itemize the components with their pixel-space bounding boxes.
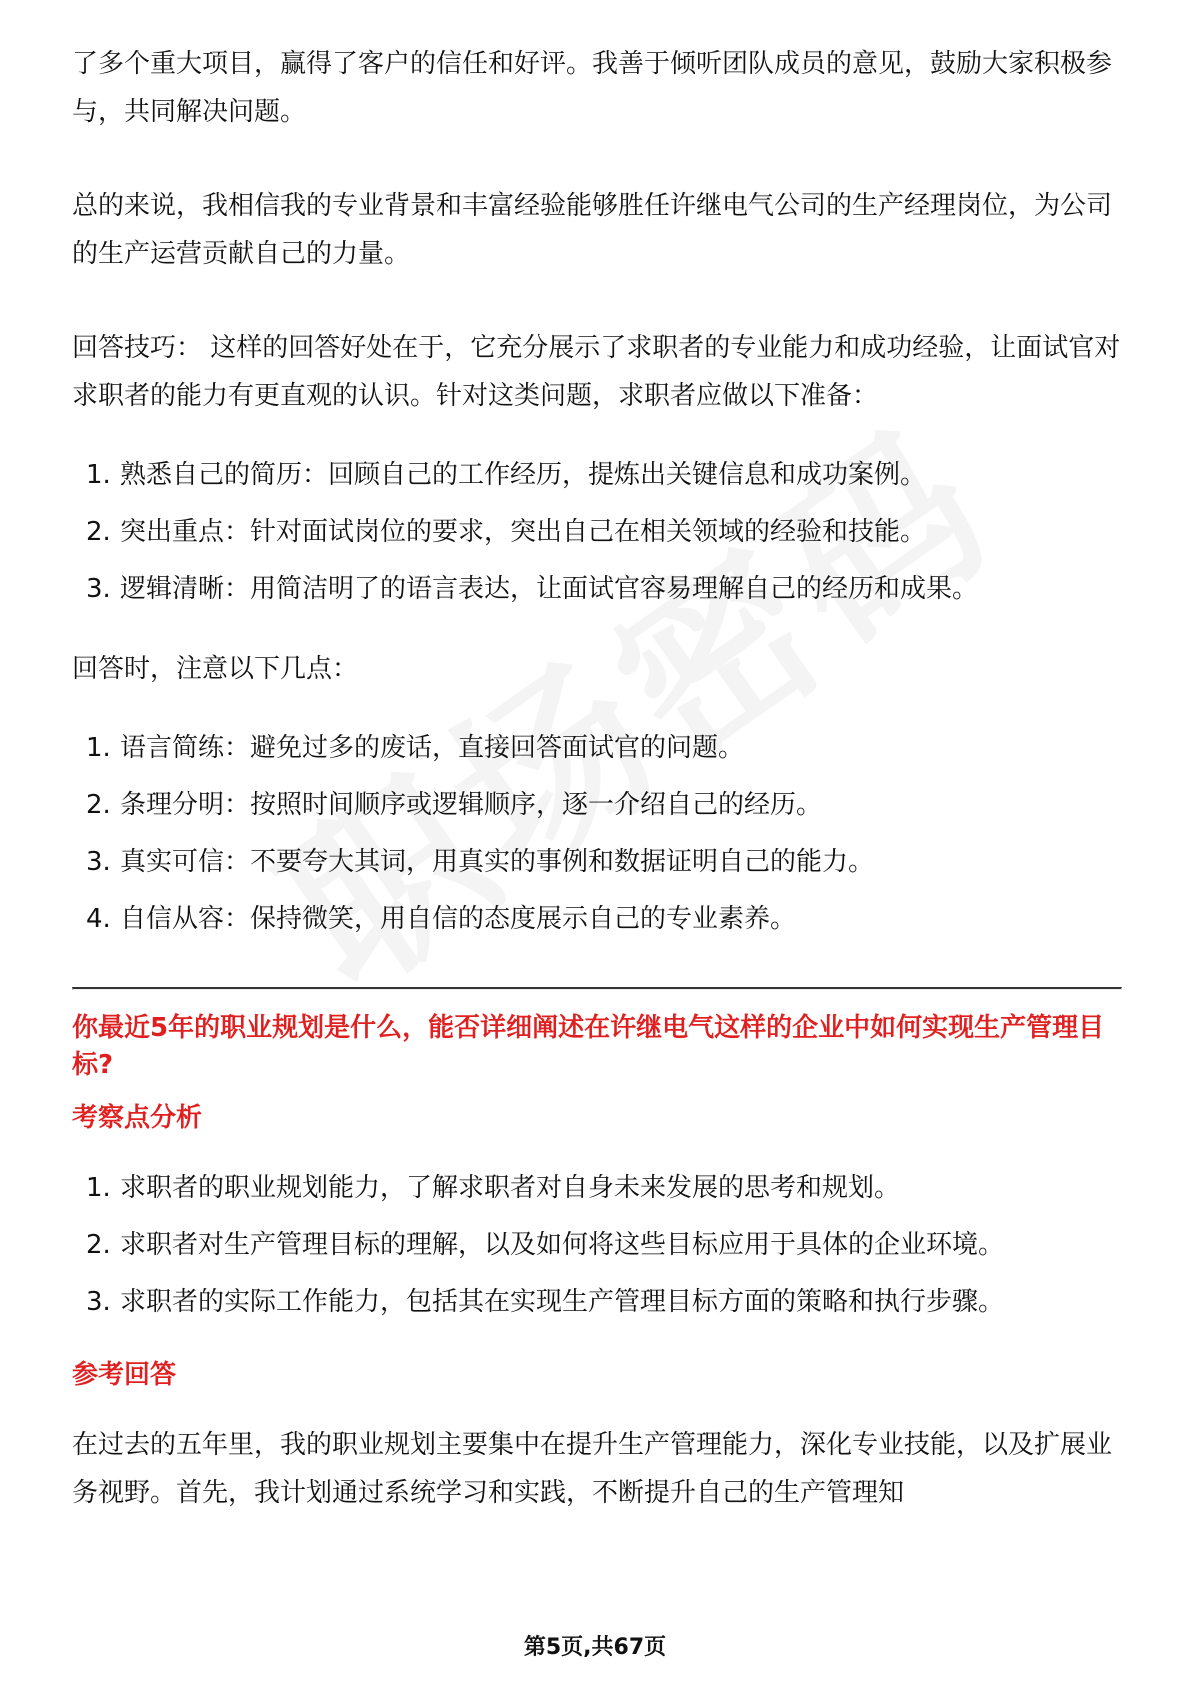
list-item [72, 720, 1122, 777]
notes-intro: 回答时，注意以下几点： [72, 654, 359, 684]
page-number: 第5页,共67页 [523, 1635, 667, 1660]
list-item [72, 891, 1122, 948]
list-text: 求职者的实际工作能力，包括其在实现生产管理目标方面的策略和执行步骤。 [120, 1287, 1005, 1317]
list-number: 1. [86, 733, 111, 763]
list-item [72, 777, 1122, 834]
list-number: 1. [86, 1173, 111, 1203]
intro-paragraph: 总的来说，我相信我的专业背景和丰富经验能够胜任许继电气公司的生产经理岗位，为公司的生产运营贡献自己的力量。 [72, 191, 1113, 269]
list-text: 自信从容：保持微笑，用自信的态度展示自己的专业素养。 [120, 904, 797, 934]
list-number: 2. [86, 517, 111, 547]
list-number: 2. [86, 790, 111, 820]
list-item [72, 1274, 1122, 1331]
list-text: 逻辑清晰：用简洁明了的语言表达，让面试官容易理解自己的经历和成果。 [120, 574, 979, 604]
list-number: 1. [86, 460, 111, 490]
list-number: 3. [86, 847, 111, 877]
analysis-list [72, 1160, 1122, 1331]
list-text: 熟悉自己的简历：回顾自己的工作经历，提炼出关键信息和成功案例。 [120, 460, 927, 490]
analysis-title: 考察点分析 [72, 1103, 203, 1133]
list-item [72, 1160, 1122, 1217]
list-item [72, 834, 1122, 891]
list-number: 3. [86, 1287, 111, 1317]
list-item [72, 561, 1122, 618]
list-text: 条理分明：按照时间顺序或逻辑顺序，逐一介绍自己的经历。 [120, 790, 823, 820]
answer-paragraph: 在过去的五年里，我的职业规划主要集中在提升生产管理能力，深化专业技能，以及扩展业务视野。首先，我计划通过系统学习和实践，不断提升自己的生产管理知 [72, 1430, 1113, 1508]
list-item [72, 504, 1122, 561]
list-item [72, 1217, 1122, 1274]
list-text: 求职者对生产管理目标的理解，以及如何将这些目标应用于具体的企业环境。 [120, 1230, 1005, 1260]
page-content [72, 40, 1122, 1517]
list-number: 2. [86, 1230, 111, 1260]
answer-title: 参考回答 [72, 1360, 177, 1390]
list-item [72, 447, 1122, 504]
list-text: 突出重点：针对面试岗位的要求，突出自己在相关领域的经验和技能。 [120, 517, 927, 547]
list-text: 语言简练：避免过多的废话，直接回答面试官的问题。 [120, 733, 745, 763]
list-text: 真实可信：不要夸大其词，用真实的事例和数据证明自己的能力。 [120, 847, 875, 877]
list-text: 求职者的职业规划能力，了解求职者对自身未来发展的思考和规划。 [120, 1173, 901, 1203]
list-number: 3. [86, 574, 111, 604]
notes-list [72, 720, 1122, 948]
intro-paragraph: 了多个重大项目，赢得了客户的信任和好评。我善于倾听团队成员的意见，鼓励大家积极参与，共同解决问题。 [72, 49, 1113, 127]
prep-list [72, 447, 1122, 618]
intro-paragraph: 回答技巧： 这样的回答好处在于，它充分展示了求职者的专业能力和成功经验，让面试官对求职者的能力有更直观的认识。针对这类问题，求职者应做以下准备： [72, 333, 1121, 411]
question-heading: 你最近5年的职业规划是什么，能否详细阐述在许继电气这样的企业中如何实现生产管理目标? [72, 1013, 1105, 1080]
list-number: 4. [86, 904, 111, 934]
